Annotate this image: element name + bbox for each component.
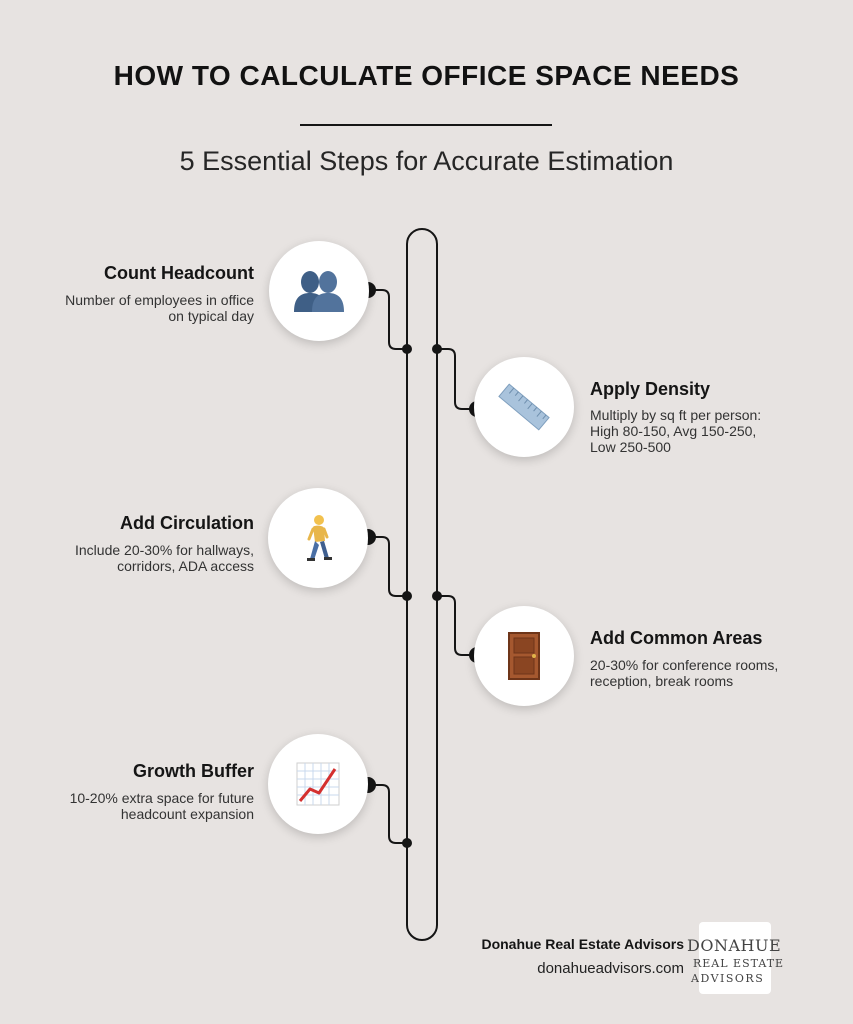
- connector-step-1: [368, 290, 407, 349]
- company-logo: [687, 922, 785, 994]
- page-title: HOW TO CALCULATE OFFICE SPACE NEEDS: [113, 60, 740, 91]
- footer-company-name: Donahue Real Estate Advisors: [481, 936, 684, 952]
- junction-dot-step-1: [402, 344, 412, 354]
- logo-line-1: DONAHUE: [687, 936, 782, 955]
- step-2-icon-circle: [474, 357, 574, 457]
- walking-person-icon: [298, 513, 338, 563]
- step-1-title: Count Headcount: [104, 263, 254, 283]
- door-icon: [507, 631, 541, 681]
- logo-line-3: ADVISORS: [691, 972, 765, 985]
- connector-step-4: [437, 596, 477, 655]
- step-5-title: Growth Buffer: [133, 761, 254, 781]
- footer-website-link[interactable]: donahueadvisors.com: [537, 960, 684, 977]
- step-4-title: Add Common Areas: [590, 628, 763, 648]
- logo-line-2: REAL ESTATE: [693, 957, 785, 970]
- connector-step-3: [368, 537, 407, 596]
- people-silhouette-icon: [291, 268, 347, 314]
- connector-step-5: [368, 785, 407, 843]
- step-2-title: Apply Density: [590, 379, 711, 399]
- step-3-icon-circle: [268, 488, 368, 588]
- step-4-icon-circle: [474, 606, 574, 706]
- chart-increasing-icon: [295, 761, 341, 807]
- step-3-title: Add Circulation: [120, 513, 254, 533]
- step-4-description: 20-30% for conference rooms, reception, break rooms: [590, 657, 779, 689]
- step-1-description: Number of employees in office on typical day: [65, 292, 254, 324]
- step-5-icon-circle: [268, 734, 368, 834]
- timeline-track: [407, 229, 437, 940]
- junction-dot-step-3: [402, 591, 412, 601]
- step-5-description: 10-20% extra space for future headcount expansion: [69, 790, 254, 822]
- junction-dot-step-2: [432, 344, 442, 354]
- page-subtitle: 5 Essential Steps for Accurate Estimation: [179, 146, 674, 176]
- junction-dot-step-5: [402, 838, 412, 848]
- step-2-description: Multiply by sq ft per person: High 80-150, Avg 150-250, Low 250-500: [590, 407, 762, 455]
- junction-dot-step-4: [432, 591, 442, 601]
- step-1-icon-circle: [269, 241, 369, 341]
- connector-step-2: [437, 349, 477, 409]
- step-3-description: Include 20-30% for hallways, corridors, ADA access: [75, 542, 254, 574]
- ruler-icon: [494, 377, 554, 437]
